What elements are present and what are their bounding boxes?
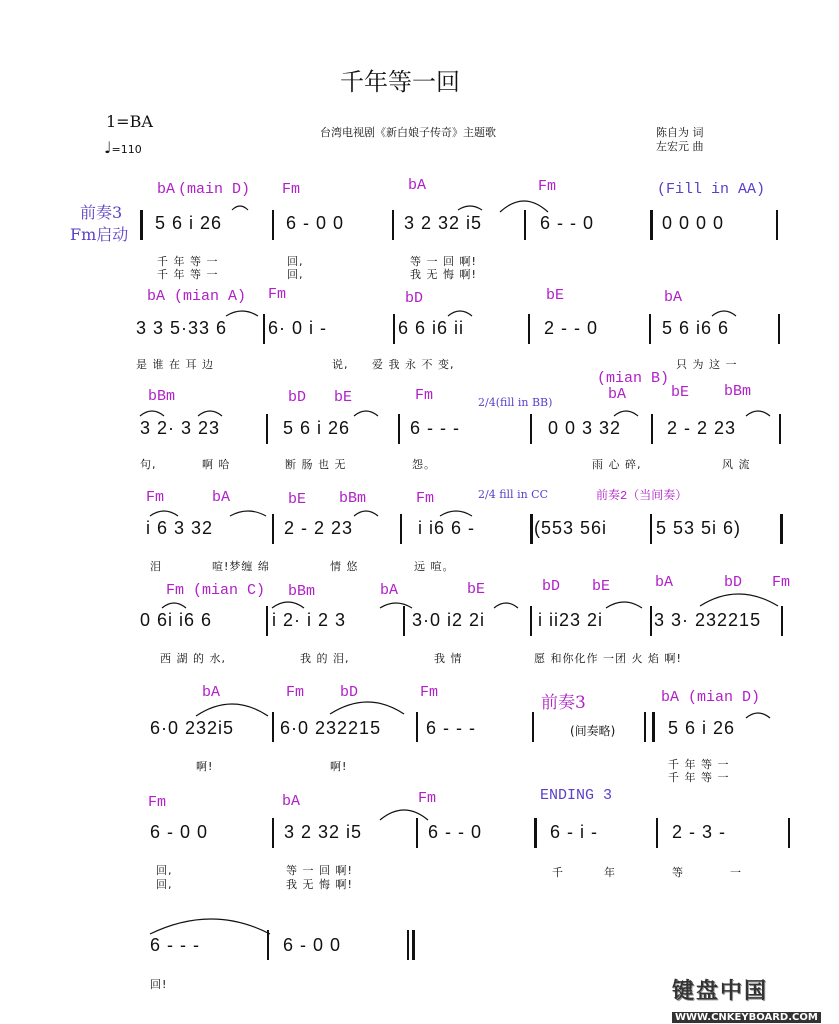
chord: bA (mian A) [147, 288, 247, 305]
slur [272, 602, 304, 608]
lyric: 爱 我 永 不 变, [372, 358, 455, 371]
chord: bE [467, 581, 486, 598]
lyric: 回, [287, 268, 304, 281]
lyric: 断 肠 也 无 [285, 458, 347, 471]
lyric: 句, [140, 458, 157, 471]
chord: bA [212, 489, 231, 506]
tempo: ♩=110 [104, 138, 142, 157]
measure-notes: 2 - 2 23 [284, 518, 354, 538]
interlude-omitted: (间奏略) [570, 724, 616, 738]
fill-note: 2/4 fill in CC [478, 488, 549, 501]
lyric: 啊 哈 [202, 458, 231, 471]
slur [354, 511, 378, 516]
measure-notes: i i6 6 - [418, 518, 476, 538]
chord: Fm [420, 684, 439, 701]
measure-notes: 5 53 5i 6) [656, 518, 742, 538]
chord: Fm [148, 794, 167, 811]
slur [140, 411, 164, 416]
lyric: 西 湖 的 水, [160, 652, 226, 665]
measure-notes: i ii23 2i [538, 610, 604, 630]
lyric: 情 悠 [330, 560, 359, 573]
chord: Fm [415, 387, 434, 404]
chord: (mian B) [597, 370, 670, 387]
chord: bA [202, 684, 221, 701]
slur [712, 311, 736, 316]
lyric: 千 [552, 866, 564, 879]
chord: Fm [146, 489, 165, 506]
measure-notes: 6 6 i6 ii [398, 318, 465, 338]
chord: bBm [724, 383, 752, 400]
slur [354, 411, 378, 416]
chord: 前奏2（当间奏） [596, 489, 688, 503]
slur [198, 411, 222, 416]
slur [700, 594, 778, 606]
chord: bD [340, 684, 359, 701]
measure-notes: (553 56i [534, 518, 608, 538]
measure-notes: 6· 0 i - [268, 318, 328, 338]
slur [196, 704, 268, 716]
lyric: 啊! [330, 760, 348, 773]
lyric: 是 谁 在 耳 边 [136, 358, 214, 371]
slur [494, 603, 518, 608]
chord: bA [380, 582, 399, 599]
chord: Fm [286, 684, 305, 701]
intro-sub: Fm启动 [70, 225, 129, 244]
lyric: 风 流 [722, 458, 751, 471]
lyric: 回, [156, 864, 173, 877]
watermark-url: WWW.CNKEYBOARD.COM [672, 1012, 821, 1023]
measure-notes: 5 6 i 26 [155, 213, 223, 233]
slur [232, 206, 248, 210]
measure-notes: 6 - - - [410, 418, 460, 438]
measure-notes: 0 6i i6 6 [140, 610, 213, 630]
ending-label: ENDING 3 [540, 787, 613, 804]
lyric: 我 无 悔 啊! [286, 878, 353, 891]
measure-notes: i 2· i 2 3 [272, 610, 347, 630]
slur [226, 311, 258, 316]
section-label: 前奏3 [541, 693, 586, 713]
measure-notes: 3 2 32 i5 [404, 213, 483, 233]
measure-notes: 5 6 i6 6 [662, 318, 730, 338]
measure-notes: 0 0 0 0 [662, 213, 725, 233]
measure-notes: 5 6 i 26 [668, 718, 736, 738]
chord: Fm [418, 790, 437, 807]
measure-notes: 6·0 232215 [280, 718, 382, 738]
measure-notes: 2 - - 0 [544, 318, 599, 338]
lyric: 喧!梦缠 绵 [212, 560, 270, 573]
chord: bA [664, 289, 683, 306]
chord: bD [724, 574, 743, 591]
lyric: 等 一 回 啊! [410, 255, 477, 268]
measure-notes: 2 - 2 23 [667, 418, 737, 438]
slur [500, 201, 548, 212]
lyric: 雨 心 碎, [592, 458, 642, 471]
measure-notes: 0 0 3 32 [548, 418, 622, 438]
chord: Fm [282, 181, 301, 198]
tie [150, 919, 270, 934]
chord: Fm [416, 490, 435, 507]
measure-notes: 6 - - - [426, 718, 476, 738]
measure-notes: 6 - i - [550, 822, 599, 842]
chord: bA [282, 793, 301, 810]
measure-notes: 6 - - 0 [540, 213, 595, 233]
fill-note: 2/4(fill in BB) [478, 396, 553, 409]
lyric: 千 年 等 一 [157, 268, 219, 281]
slur [614, 411, 638, 416]
chord: Fm [268, 286, 287, 303]
chord: bBm [339, 490, 367, 507]
measure-notes: 3 2· 3 23 [140, 418, 221, 438]
watermark-logo [672, 974, 832, 1023]
slur [380, 603, 412, 608]
slur [330, 702, 404, 714]
measure-notes: 3 3 5·33 6 [136, 318, 228, 338]
lyric: 远 喧。 [414, 560, 455, 573]
quarter-note-icon: ♩ [104, 138, 112, 157]
lyric: 等 一 回 啊! [286, 864, 353, 877]
chord: bE [546, 287, 565, 304]
lyricist: 陈自为 词 [656, 126, 704, 139]
subtitle: 台湾电视剧《新白娘子传奇》主题歌 [320, 126, 496, 139]
page-title: 千年等一回 [340, 68, 460, 96]
chord: bD [405, 290, 424, 307]
lyric: 回, [287, 255, 304, 268]
lyric: 我 的 泪, [300, 652, 350, 665]
watermark-brand: 键盘中国 [672, 979, 769, 1004]
chord: bE [592, 578, 611, 595]
lyric: 愿 和你化作 一团 火 焰 啊! [534, 652, 682, 665]
chord: bA [408, 177, 427, 194]
measure-notes: 6 - - - [150, 935, 200, 955]
chord: bE [671, 384, 690, 401]
measure-notes: 2 - 3 - [672, 822, 727, 842]
slur [150, 511, 178, 516]
chord: bD [288, 389, 307, 406]
lyric: 只 为 这 一 [676, 358, 738, 371]
lyric: 回, [156, 878, 173, 891]
lyric: 怨。 [412, 458, 436, 471]
intro-label: 前奏3 [80, 203, 123, 222]
slur [458, 206, 482, 210]
slur [162, 603, 186, 608]
lyric: 我 无 悔 啊! [410, 268, 477, 281]
slur [746, 411, 770, 416]
chord: bA [655, 574, 674, 591]
slur [606, 602, 642, 608]
lyric: 千 年 等 一 [668, 758, 730, 771]
slur [230, 511, 266, 516]
chord: bE [288, 491, 307, 508]
slur [448, 311, 472, 316]
lyric: 我 情 [434, 652, 463, 665]
chord: bBm [288, 583, 316, 600]
lyric: 说, [332, 358, 349, 371]
chord: bE [334, 389, 353, 406]
lyric: 年 [604, 866, 616, 879]
measure-notes: 3 2 32 i5 [284, 822, 363, 842]
slur [746, 713, 770, 718]
measure-notes: 6 - - 0 [428, 822, 483, 842]
chord: Fm [772, 574, 791, 591]
measure-notes: 6 - 0 0 [150, 822, 209, 842]
chord: bA (mian D) [661, 689, 761, 706]
slur [380, 810, 428, 820]
composer: 左宏元 曲 [656, 140, 704, 153]
chord: bA (main D) [157, 181, 251, 198]
lyric: 回! [150, 978, 168, 991]
slur [440, 511, 472, 516]
lyric: 一 [730, 866, 742, 879]
lyric: 泪 [150, 560, 162, 573]
lyric: 等 [672, 866, 684, 879]
chord: bD [542, 578, 561, 595]
measure-notes: 6 - 0 0 [286, 213, 345, 233]
measure-notes: 5 6 i 26 [283, 418, 351, 438]
chord: Fm (mian C) [166, 582, 266, 599]
key-signature: 1=BA [106, 112, 153, 131]
measure-notes: 3·0 i2 2i [412, 610, 486, 630]
measure-notes: 6·0 232i5 [150, 718, 235, 738]
measure-notes: 3 3· 232215 [654, 610, 762, 630]
chord: bBm [148, 388, 176, 405]
chord: Fm [538, 178, 557, 195]
lyric: 啊! [196, 760, 214, 773]
chord: (Fill in AA) [657, 181, 766, 198]
lyric: 千 年 等 一 [157, 255, 219, 268]
lyric: 千 年 等 一 [668, 771, 730, 784]
measure-notes: i 6 3 32 [146, 518, 214, 538]
measure-notes: 6 - 0 0 [283, 935, 342, 955]
chord: bA [608, 386, 627, 403]
